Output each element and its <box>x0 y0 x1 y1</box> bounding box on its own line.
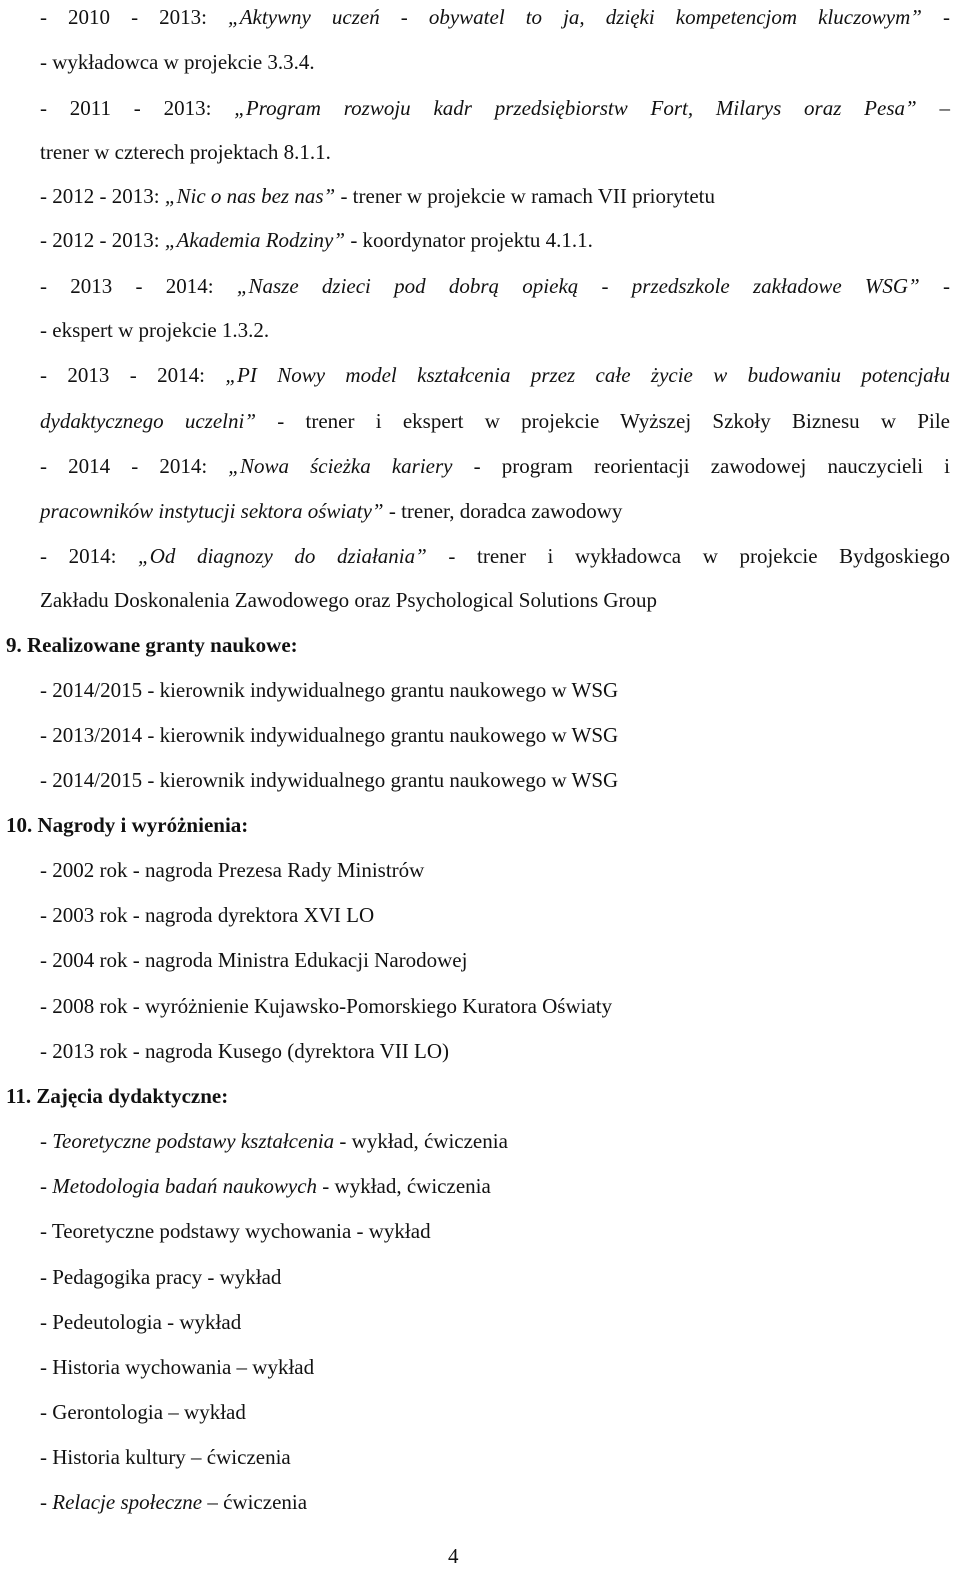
text-segment: - 2014/2015 - kierownik indywidualnego grantu naukowego w WSG <box>40 768 619 792</box>
text-segment: - wykład, ćwiczenia <box>317 1174 491 1198</box>
italic-text: „Akademia Rodziny” <box>164 228 346 252</box>
text-segment: – <box>916 96 950 120</box>
text-segment: - 2012 - 2013: <box>40 228 165 252</box>
italic-text: „Aktywny uczeń - obywatel to ja, dzięki kompetencjom kluczowym” <box>228 5 922 29</box>
section-heading <box>6 635 950 656</box>
italic-text: pracowników instytucji sektora oświaty” <box>40 499 384 523</box>
text-segment: - Pedeutologia - wykład <box>40 1310 242 1334</box>
text-line <box>40 411 950 432</box>
text-line <box>40 1447 950 1468</box>
text-segment: - 2003 rok - nagroda dyrektora XVI LO <box>40 903 375 927</box>
text-line <box>40 1492 950 1513</box>
section-heading <box>6 1086 950 1107</box>
text-line <box>40 230 950 251</box>
text-segment: - ekspert w projekcie 1.3.2. <box>40 318 270 342</box>
text-line <box>40 950 950 971</box>
text-line <box>40 680 950 701</box>
text-line <box>40 1402 950 1423</box>
text-line <box>40 320 950 341</box>
text-line <box>40 456 950 477</box>
text-segment: - 2013 - 2014: <box>40 363 226 387</box>
text-segment: - <box>919 274 950 298</box>
text-line <box>40 770 950 791</box>
text-segment: - program reorientacji zawodowej nauczycieli i <box>452 454 950 478</box>
text-segment: - Teoretyczne podstawy wychowania - wykład <box>40 1219 431 1243</box>
text-line <box>40 276 950 297</box>
text-line <box>40 365 950 386</box>
text-segment: - 2013/2014 - kierownik indywidualnego grantu naukowego w WSG <box>40 723 619 747</box>
text-line <box>40 142 950 163</box>
text-segment: - trener, doradca zawodowy <box>383 499 623 523</box>
text-line <box>40 1357 950 1378</box>
text-segment: trener w czterech projektach 8.1.1. <box>40 140 331 164</box>
text-segment: - 2013 rok - nagroda Kusego (dyrektora VII LO) <box>40 1039 449 1063</box>
text-line <box>40 7 950 28</box>
text-segment: - koordynator projektu 4.1.1. <box>345 228 593 252</box>
text-segment: - wykładowca w projekcie 3.3.4. <box>40 50 315 74</box>
text-line <box>40 52 950 73</box>
text-segment: - trener i wykładowca w projekcie Bydgoskiego <box>426 544 951 568</box>
text-segment: – ćwiczenia <box>202 1490 308 1514</box>
text-segment: - 2008 rok - wyróżnienie Kujawsko-Pomorskiego Kuratora Oświaty <box>40 994 613 1018</box>
text-line <box>40 1221 950 1242</box>
text-segment: - 2004 rok - nagroda Ministra Edukacji Narodowej <box>40 948 468 972</box>
text-segment: - Historia wychowania – wykład <box>40 1355 315 1379</box>
italic-text: Metodologia badań naukowych <box>52 1174 318 1198</box>
text-segment: - 2013 - 2014: <box>40 274 237 298</box>
text-segment: - 2014 - 2014: <box>40 454 229 478</box>
text-line <box>40 1041 950 1062</box>
text-line <box>40 1131 950 1152</box>
text-segment: - 2011 - 2013: <box>40 96 235 120</box>
text-segment: - <box>40 1174 53 1198</box>
text-line <box>40 996 950 1017</box>
text-segment: - 2010 - 2013: <box>40 5 229 29</box>
italic-text: „Nic o nas bez nas” <box>164 184 336 208</box>
text-line <box>40 546 950 567</box>
text-segment: - trener w projekcie w ramach VII priorytetu <box>335 184 715 208</box>
text-line <box>40 186 950 207</box>
text-segment: 9. Realizowane granty naukowe: <box>6 633 298 657</box>
italic-text: „Nowa ścieżka kariery <box>228 454 453 478</box>
text-line <box>40 1267 950 1288</box>
text-segment: - wykład, ćwiczenia <box>334 1129 508 1153</box>
section-heading <box>6 815 950 836</box>
text-line <box>40 1312 950 1333</box>
text-line <box>40 725 950 746</box>
italic-text: „Program rozwoju kadr przedsiębiorstw Fort, Milarys oraz Pesa” <box>234 96 917 120</box>
text-line <box>40 98 950 119</box>
text-segment: - 2012 - 2013: <box>40 184 165 208</box>
text-segment: - <box>40 1129 53 1153</box>
text-segment: - Gerontologia – wykład <box>40 1400 246 1424</box>
page-number: 4 <box>448 1544 459 1568</box>
text-line <box>40 501 950 522</box>
text-segment: 10. Nagrody i wyróżnienia: <box>6 813 249 837</box>
italic-text: „Nasze dzieci pod dobrą opieką - przedszkole zakładowe WSG” <box>236 274 920 298</box>
text-line <box>40 1176 950 1197</box>
text-segment: Zakładu Doskonalenia Zawodowego oraz Psychological Solutions Group <box>40 588 658 612</box>
text-segment: - <box>921 5 950 29</box>
text-segment: - trener i ekspert w projekcie Wyższej Szkoły Biznesu w Pile <box>256 409 950 433</box>
text-segment: - <box>40 1490 53 1514</box>
italic-text: Relacje społeczne <box>52 1490 203 1514</box>
italic-text: „Od diagnozy do działania” <box>138 544 427 568</box>
text-segment: - 2014/2015 - kierownik indywidualnego grantu naukowego w WSG <box>40 678 619 702</box>
text-line <box>40 860 950 881</box>
text-segment: - Pedagogika pracy - wykład <box>40 1265 282 1289</box>
italic-text: „PI Nowy model kształcenia przez całe życie w budowaniu potencjału <box>225 363 950 387</box>
text-segment: 11. Zajęcia dydaktyczne: <box>6 1084 229 1108</box>
italic-text: dydaktycznego uczelni” <box>40 409 257 433</box>
text-segment: - 2002 rok - nagroda Prezesa Rady Ministrów <box>40 858 425 882</box>
italic-text: Teoretyczne podstawy kształcenia <box>52 1129 335 1153</box>
text-segment: - Historia kultury – ćwiczenia <box>40 1445 291 1469</box>
text-segment: - 2014: <box>40 544 139 568</box>
text-line <box>40 590 950 611</box>
text-line <box>40 905 950 926</box>
